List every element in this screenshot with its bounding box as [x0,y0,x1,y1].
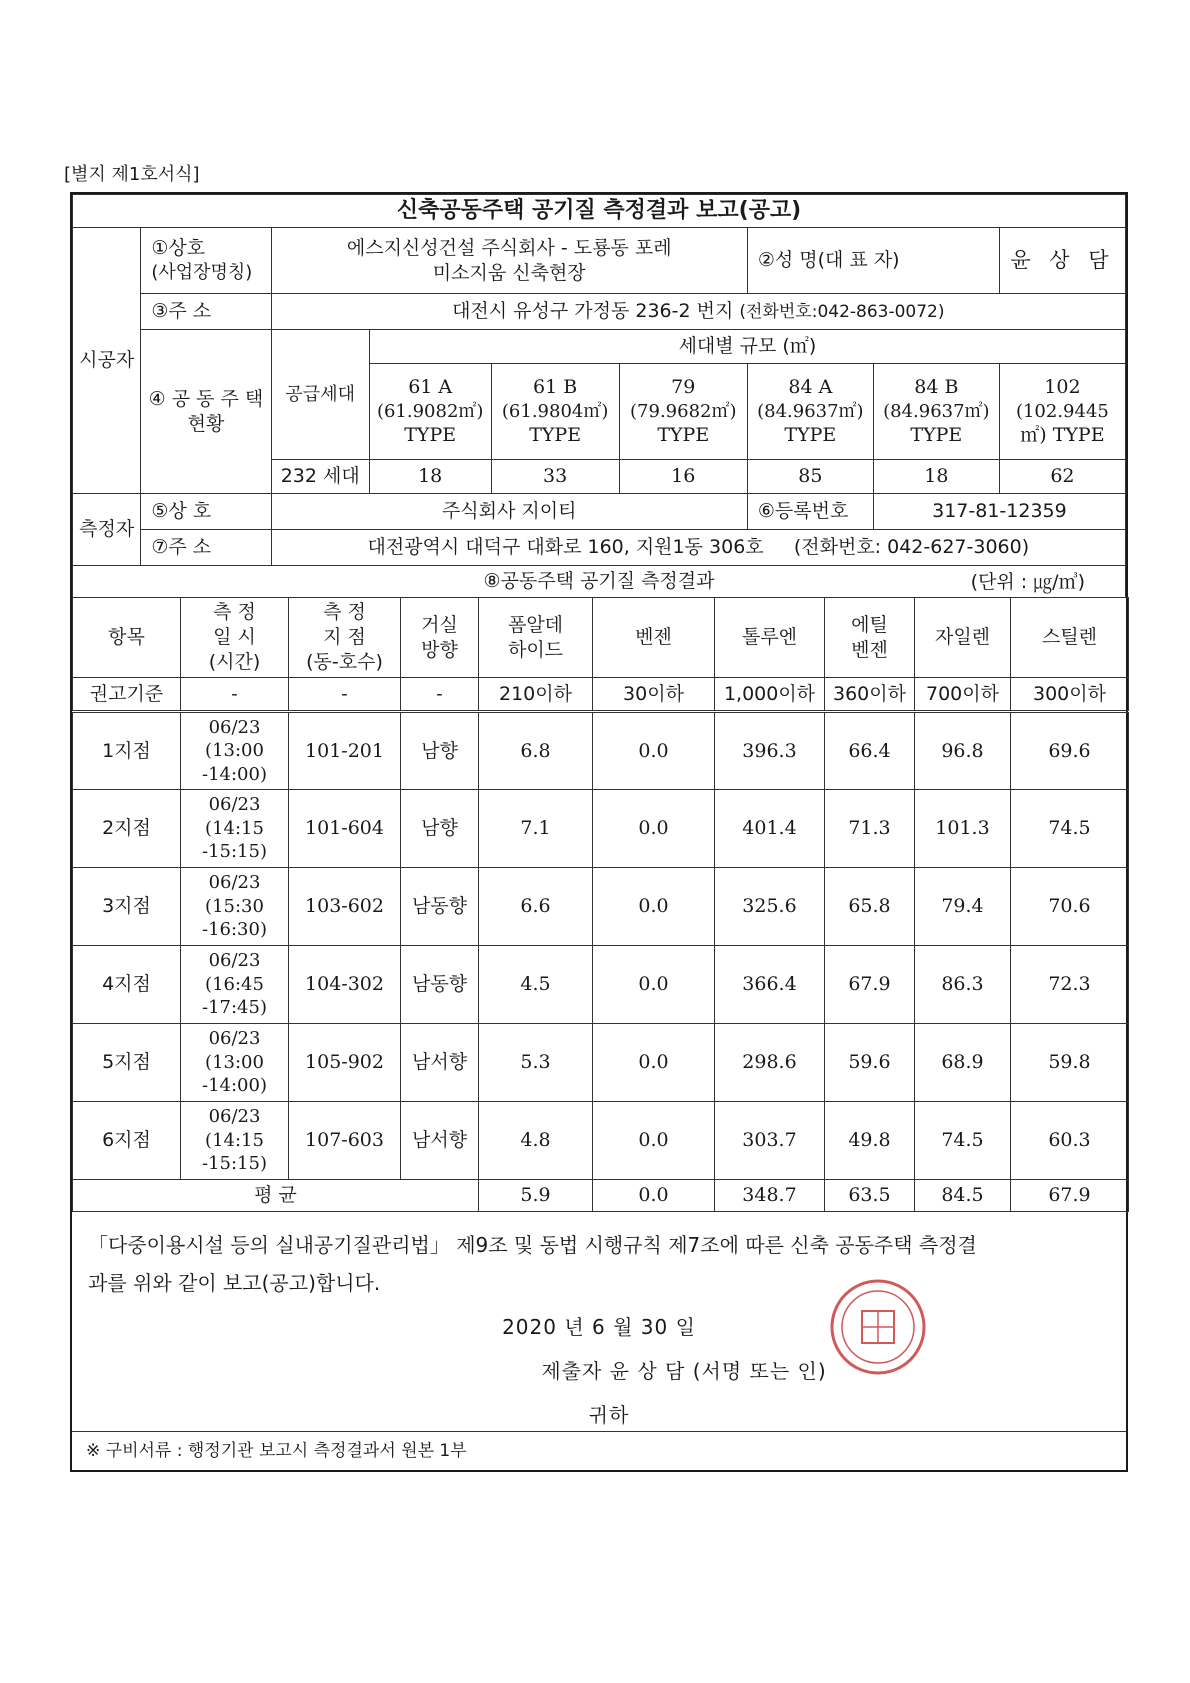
unit-cell: 105-902 [289,1024,401,1102]
type-area: (61.9804㎡) [501,400,609,422]
unit-cell: 101-201 [289,712,401,790]
type-name: 61 B [533,376,578,399]
measurer-section-label: 측정자 [73,494,141,566]
header-line: 항목 [108,626,145,649]
unit-type-cell [999,364,1125,460]
type-name: 61 A [408,376,453,399]
measurer-company-label: ⑤상 호 [141,494,271,530]
type-area: (79.9682㎡) [630,400,737,422]
point-cell: 6지점 [73,1102,181,1180]
ethylbenzene-value: 66.4 [825,712,915,790]
company-label-sub: (사업장명칭) [151,262,253,284]
header-line: 지 점 [323,626,366,649]
type-suffix: TYPE [404,424,457,447]
standard-cell: - [181,678,289,712]
datetime-line: (13:00 [205,740,264,762]
form-number-label: [별지 제1호서식] [64,164,200,185]
header-line: 방향 [421,638,458,661]
representative-label: ②성 명(대 표 자) [747,228,999,294]
result-row [73,712,1129,790]
datetime-line: 06/23 [208,1028,261,1050]
housing-status-label: ④ 공 동 주 택 [148,387,264,410]
datetime-cell [181,790,289,868]
report-form [70,192,1128,1472]
formaldehyde-value: 6.6 [479,868,593,946]
datetime-line: (15:30 [205,895,264,917]
builder-table [72,194,1126,598]
header-line: 벤젠 [851,638,888,661]
type-suffix: ㎡) TYPE [1020,424,1105,447]
measurer-address: 대전광역시 대덕구 대화로 160, 지원1동 306호 [367,536,764,559]
header-line: 스틸렌 [1041,626,1098,649]
company-label: ①상호 [151,237,206,260]
builder-address: 대전시 유성구 가정동 236-2 번지 [452,300,734,323]
styrene-value: 70.6 [1011,868,1129,946]
unit-cell: 104-302 [289,946,401,1024]
header-line: 벤젠 [635,626,672,649]
header-line: (동-호수) [306,650,383,673]
standard-cell: - [289,678,401,712]
datetime-line: 06/23 [208,794,261,816]
toluene-value: 325.6 [715,868,825,946]
toluene-value: 396.3 [715,712,825,790]
builder-phone: (전화번호:042-863-0072) [739,302,945,323]
type-name: 84 A [788,376,833,399]
ethylbenzene-value: 65.8 [825,868,915,946]
measurer-company-name: 주식회사 지이티 [271,494,747,530]
benzene-value: 0.0 [593,946,715,1024]
standard-cell: 300이하 [1011,678,1129,712]
formaldehyde-value: 4.8 [479,1102,593,1180]
type-suffix: TYPE [910,424,963,447]
header-line: 톨루엔 [741,626,798,649]
submitter-line: 제출자 윤 상 담 (서명 또는 인) [541,1359,827,1383]
type-area: (61.9082㎡) [376,400,484,422]
formaldehyde-value: 7.1 [479,790,593,868]
datetime-line: 06/23 [208,1106,261,1128]
direction-cell: 남향 [401,790,479,868]
benzene-value: 0.0 [593,1024,715,1102]
header-location [289,598,401,678]
unit-type-cell [873,364,999,460]
datetime-cell [181,946,289,1024]
results-unit: (단위 : ㎍/㎥) [970,571,1085,593]
average-label: 평 균 [73,1180,479,1212]
header-ethylbenzene [825,598,915,678]
standard-cell: 권고기준 [73,678,181,712]
registration-label: ⑥등록번호 [747,494,873,530]
unit-type-cell [491,364,619,460]
housing-status-label-2: 현황 [187,412,225,435]
datetime-line: -15:15) [202,1153,267,1175]
unit-count: 18 [369,460,491,494]
supply-units-label: 공급세대 [271,330,369,460]
datetime-line: -14:00) [202,1075,267,1097]
ethylbenzene-value: 59.6 [825,1024,915,1102]
xylene-value: 74.5 [915,1102,1011,1180]
styrene-value: 69.6 [1011,712,1129,790]
benzene-value: 0.0 [593,790,715,868]
result-row [73,1102,1129,1180]
header-benzene [593,598,715,678]
standard-cell: 1,000이하 [715,678,825,712]
direction-cell: 남서향 [401,1024,479,1102]
datetime-line: 06/23 [208,950,261,972]
standard-cell: 30이하 [593,678,715,712]
direction-cell: 남향 [401,712,479,790]
ethylbenzene-value: 49.8 [825,1102,915,1180]
header-line: 측 정 [213,601,256,624]
closing-line-2: 과를 위와 같이 보고(공고)합니다. [88,1271,381,1295]
recipient-line: 귀하 [588,1403,630,1427]
unit-cell: 103-602 [289,868,401,946]
xylene-value: 86.3 [915,946,1011,1024]
builder-address-label: ③주 소 [141,294,271,330]
average-value: 84.5 [915,1180,1011,1212]
toluene-value: 401.4 [715,790,825,868]
result-row [73,946,1129,1024]
unit-type-cell [619,364,747,460]
point-cell: 5지점 [73,1024,181,1102]
standard-row [73,678,1129,712]
unit-scale-label: 세대별 규모 (㎡) [369,330,1125,364]
toluene-value: 298.6 [715,1024,825,1102]
closing-line-1: 「다중이용시설 등의 실내공기질관리법」 제9조 및 동법 시행규칙 제7조에 따른 신축 공동주택 측정결 [88,1233,977,1257]
unit-count: 16 [619,460,747,494]
formaldehyde-value: 5.3 [479,1024,593,1102]
report-date: 2020 년 6 월 30 일 [502,1315,696,1339]
styrene-value: 60.3 [1011,1102,1129,1180]
type-name: 102 [1044,376,1081,399]
footnote: ※ 구비서류 : 행정기관 보고시 측정결과서 원본 1부 [72,1431,1126,1470]
point-cell: 2지점 [73,790,181,868]
header-line: 측 정 [323,601,366,624]
average-value: 67.9 [1011,1180,1129,1212]
header-line: 일 시 [213,626,256,649]
measurer-phone: (전화번호: 042-627-3060) [793,536,1030,559]
type-suffix: TYPE [529,424,582,447]
header-line: 에틸 [851,613,888,636]
type-area: (84.9637㎡) [883,400,990,422]
header-direction [401,598,479,678]
type-area: (84.9637㎡) [757,400,864,422]
type-suffix: TYPE [784,424,837,447]
total-units: 232 세대 [271,460,369,494]
standard-cell: 700이하 [915,678,1011,712]
header-toluene [715,598,825,678]
results-table [72,597,1129,1212]
datetime-cell [181,1102,289,1180]
company-name-line2: 미소지움 신축현장 [432,261,586,284]
unit-type-cell [369,364,491,460]
datetime-line: (13:00 [205,1051,264,1073]
styrene-value: 74.5 [1011,790,1129,868]
measurer-address-label: ⑦주 소 [141,530,271,566]
benzene-value: 0.0 [593,1102,715,1180]
page-title: 신축공동주택 공기질 측정결과 보고(공고) [73,195,1126,228]
datetime-line: 06/23 [208,872,261,894]
standard-cell: - [401,678,479,712]
toluene-value: 366.4 [715,946,825,1024]
unit-count: 18 [873,460,999,494]
header-line: 하이드 [507,638,564,661]
unit-count: 33 [491,460,619,494]
unit-cell: 101-604 [289,790,401,868]
point-cell: 4지점 [73,946,181,1024]
header-line: 자일렌 [934,626,991,649]
xylene-value: 79.4 [915,868,1011,946]
company-name-line1: 에스지신성건설 주식회사 - 도룡동 포레 [346,236,672,259]
header-styrene [1011,598,1129,678]
standard-cell: 210이하 [479,678,593,712]
datetime-line: -15:15) [202,841,267,863]
direction-cell: 남동향 [401,868,479,946]
result-row [73,1024,1129,1102]
styrene-value: 59.8 [1011,1024,1129,1102]
builder-section-label: 시공자 [73,228,141,494]
average-row [73,1180,1129,1212]
header-line: (시간) [208,650,261,673]
datetime-cell [181,712,289,790]
toluene-value: 303.7 [715,1102,825,1180]
datetime-line: (14:15 [205,817,264,839]
point-cell: 3지점 [73,868,181,946]
datetime-line: -16:30) [202,919,267,941]
header-xylene [915,598,1011,678]
standard-cell: 360이하 [825,678,915,712]
closing-statement [72,1212,1126,1442]
point-cell: 1지점 [73,712,181,790]
type-area: (102.9445 [1015,400,1109,422]
header-datetime [181,598,289,678]
results-section-title: ⑧공동주택 공기질 측정결과 [483,570,715,593]
datetime-line: 06/23 [208,716,261,738]
datetime-line: (14:15 [205,1129,264,1151]
formaldehyde-value: 6.8 [479,712,593,790]
benzene-value: 0.0 [593,868,715,946]
unit-cell: 107-603 [289,1102,401,1180]
header-formaldehyde [479,598,593,678]
average-value: 63.5 [825,1180,915,1212]
direction-cell: 남서향 [401,1102,479,1180]
xylene-value: 96.8 [915,712,1011,790]
average-value: 348.7 [715,1180,825,1212]
average-value: 0.0 [593,1180,715,1212]
benzene-value: 0.0 [593,712,715,790]
datetime-line: (16:45 [205,973,264,995]
type-name: 79 [671,376,696,399]
ethylbenzene-value: 67.9 [825,946,915,1024]
type-name: 84 B [914,376,959,399]
header-line: 폼알데 [507,613,564,636]
formaldehyde-value: 4.5 [479,946,593,1024]
result-row [73,868,1129,946]
xylene-value: 68.9 [915,1024,1011,1102]
type-suffix: TYPE [657,424,710,447]
official-seal-stamp [828,1277,928,1377]
header-line: 거실 [421,613,458,636]
average-value: 5.9 [479,1180,593,1212]
direction-cell: 남동향 [401,946,479,1024]
unit-count: 85 [747,460,873,494]
unit-count: 62 [999,460,1125,494]
datetime-line: -17:45) [202,997,267,1019]
result-row [73,790,1129,868]
datetime-line: -14:00) [202,763,267,785]
results-header-row [73,598,1129,678]
registration-number: 317-81-12359 [873,494,1125,530]
representative-name: 윤 상 담 [999,228,1125,294]
datetime-cell [181,1024,289,1102]
styrene-value: 72.3 [1011,946,1129,1024]
datetime-cell [181,868,289,946]
ethylbenzene-value: 71.3 [825,790,915,868]
unit-type-cell [747,364,873,460]
header-item [73,598,181,678]
xylene-value: 101.3 [915,790,1011,868]
